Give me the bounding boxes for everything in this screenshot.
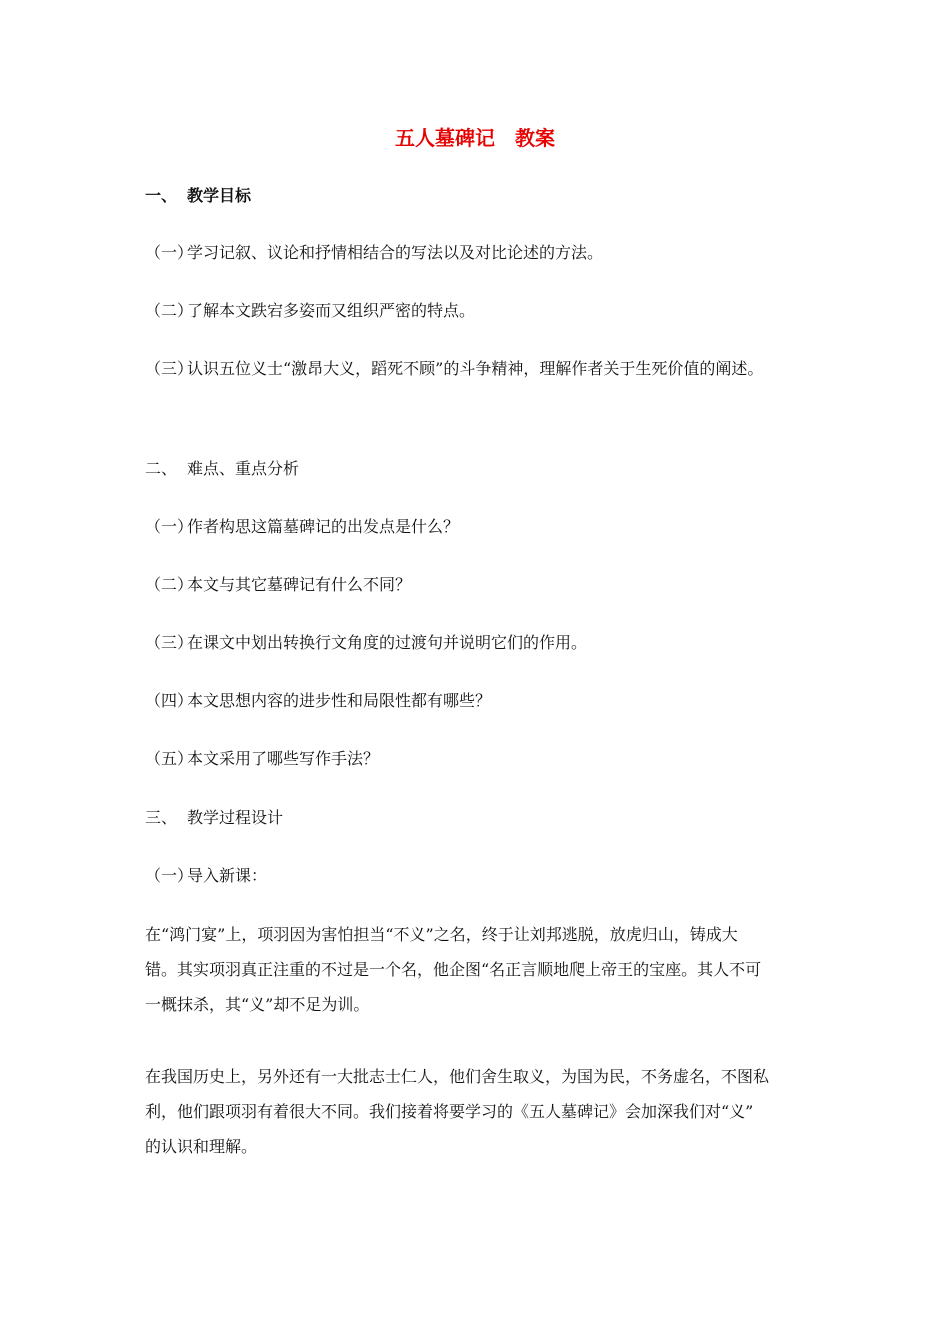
item-number: （二）: [145, 575, 194, 594]
item-text: 导入新课：: [187, 866, 268, 885]
item-number: （三）: [145, 359, 194, 378]
item-text: 在课文中划出转换行文角度的过渡句并说明它们的作用。: [187, 633, 588, 652]
section-number: 一、: [145, 186, 178, 205]
item-number: （二）: [145, 301, 194, 320]
list-item: [145, 242, 603, 264]
section-number: 三、: [145, 808, 178, 827]
list-item: [145, 300, 475, 322]
body-paragraph: [145, 1059, 805, 1164]
paragraph-line: 在“鸿门宴”上，项羽因为害怕担当“不义”之名，终于让刘邦逃脱，放虎归山，铸成大: [145, 925, 738, 944]
section-title: 难点、重点分析: [187, 459, 300, 478]
document-title: 五人墓碑记 教案: [395, 126, 555, 150]
item-text: 了解本文跌宕多姿而又组织严密的特点。: [187, 301, 476, 320]
item-text: 本文采用了哪些写作手法？: [187, 749, 380, 768]
item-number: （五）: [145, 749, 194, 768]
section-heading-objectives: [145, 185, 251, 207]
section-heading-analysis: [145, 458, 299, 480]
item-text: 学习记叙、议论和抒情相结合的写法以及对比论述的方法。: [187, 243, 604, 262]
item-number: （一）: [145, 866, 194, 885]
paragraph-line: 的认识和理解。: [145, 1137, 258, 1156]
item-number: （一）: [145, 243, 194, 262]
item-text: 认识五位义士“激昂大义，蹈死不顾”的斗争精神，理解作者关于生死价值的阐述。: [187, 359, 764, 378]
item-number: （四）: [145, 691, 194, 710]
body-paragraph: [145, 917, 805, 1022]
section-title: 教学目标: [187, 186, 252, 205]
list-item: [145, 690, 491, 712]
paragraph-line: 利，他们跟项羽有着很大不同。我们接着将要学习的《五人墓碑记》会加深我们对“义”: [145, 1102, 754, 1121]
list-item: [145, 865, 267, 887]
section-title: 教学过程设计: [187, 808, 284, 827]
item-number: （一）: [145, 517, 194, 536]
item-number: （三）: [145, 633, 194, 652]
item-text: 作者构思这篇墓碑记的出发点是什么？: [187, 517, 460, 536]
paragraph-line: 错。其实项羽真正注重的不过是一个名，他企图“名正言顺地爬上帝王的宝座。其人不可: [145, 960, 762, 979]
list-item: [145, 574, 411, 596]
list-item: [145, 632, 587, 654]
list-item: [145, 358, 763, 380]
item-text: 本文与其它墓碑记有什么不同？: [187, 575, 412, 594]
section-heading-process: [145, 807, 283, 829]
paragraph-line: 一概抹杀，其“义”却不足为训。: [145, 995, 370, 1014]
section-number: 二、: [145, 459, 178, 478]
list-item: [145, 748, 379, 770]
item-text: 本文思想内容的进步性和局限性都有哪些？: [187, 691, 492, 710]
list-item: [145, 516, 459, 538]
paragraph-line: 在我国历史上，另外还有一大批志士仁人，他们舍生取义，为国为民，不务虚名，不图私: [145, 1067, 770, 1086]
